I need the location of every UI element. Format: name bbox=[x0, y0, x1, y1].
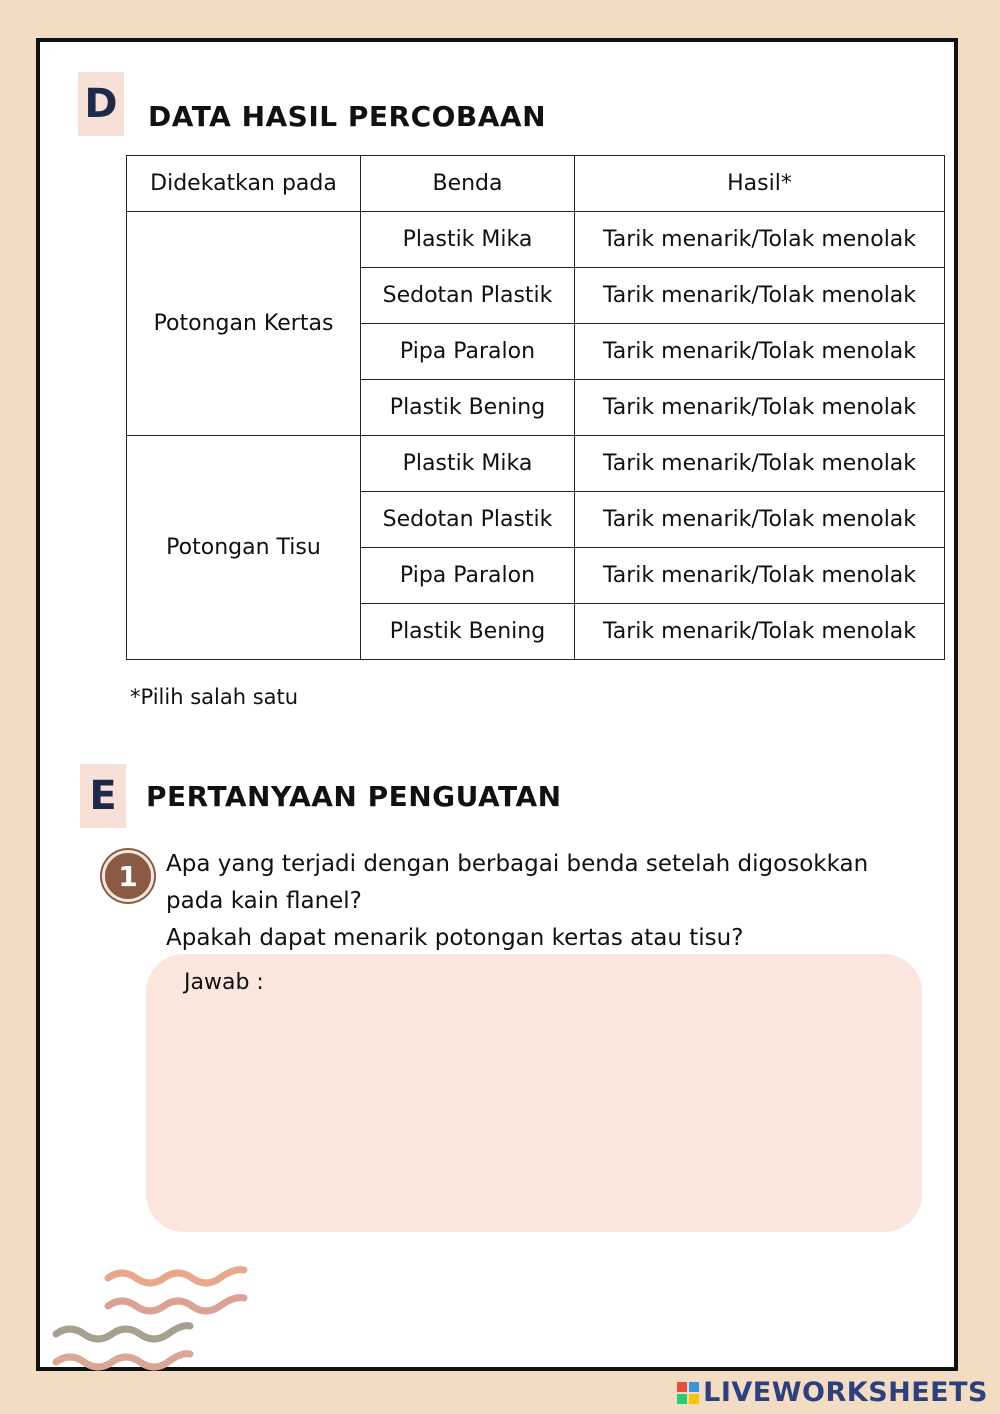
table-header-cell: Benda bbox=[361, 156, 575, 212]
worksheet-page bbox=[36, 38, 958, 1371]
table-footnote: *Pilih salah satu bbox=[130, 685, 299, 709]
benda-cell: Plastik Mika bbox=[361, 212, 575, 268]
hasil-cell[interactable]: Tarik menarik/Tolak menolak bbox=[575, 380, 945, 436]
liveworksheets-brand bbox=[677, 1377, 988, 1408]
group-cell-tisu: Potongan Tisu bbox=[127, 436, 361, 660]
liveworksheets-logo-icon bbox=[677, 1382, 699, 1404]
wave-line bbox=[56, 1326, 190, 1339]
wave-line bbox=[108, 1270, 244, 1283]
question-line: Apakah dapat menarik potongan kertas atau tisu? bbox=[166, 925, 744, 951]
table-header-cell: Hasil* bbox=[575, 156, 945, 212]
section-e-title: PERTANYAAN PENGUATAN bbox=[146, 780, 562, 813]
wave-line bbox=[108, 1298, 244, 1311]
hasil-cell[interactable]: Tarik menarik/Tolak menolak bbox=[575, 492, 945, 548]
hasil-cell[interactable]: Tarik menarik/Tolak menolak bbox=[575, 268, 945, 324]
benda-cell: Plastik Bening bbox=[361, 380, 575, 436]
hasil-cell[interactable]: Tarik menarik/Tolak menolak bbox=[575, 548, 945, 604]
wave-decoration bbox=[50, 1256, 250, 1376]
hasil-cell[interactable]: Tarik menarik/Tolak menolak bbox=[575, 436, 945, 492]
section-d-title: DATA HASIL PERCOBAAN bbox=[148, 100, 547, 133]
benda-cell: Plastik Mika bbox=[361, 436, 575, 492]
hasil-cell[interactable]: Tarik menarik/Tolak menolak bbox=[575, 212, 945, 268]
answer-textbox[interactable] bbox=[146, 954, 922, 1232]
question-text bbox=[166, 846, 926, 957]
benda-cell: Pipa Paralon bbox=[361, 324, 575, 380]
question-number-badge: 1 bbox=[102, 850, 154, 902]
section-d-letter: D bbox=[78, 72, 124, 136]
benda-cell: Plastik Bening bbox=[361, 604, 575, 660]
group-cell-kertas: Potongan Kertas bbox=[127, 212, 361, 436]
table-header-cell: Didekatkan pada bbox=[127, 156, 361, 212]
benda-cell: Pipa Paralon bbox=[361, 548, 575, 604]
question-line: Apa yang terjadi dengan berbagai benda setelah digosokkan bbox=[166, 851, 869, 877]
benda-cell: Sedotan Plastik bbox=[361, 492, 575, 548]
answer-label: Jawab : bbox=[184, 970, 264, 995]
benda-cell: Sedotan Plastik bbox=[361, 268, 575, 324]
brand-text: LIVEWORKSHEETS bbox=[703, 1377, 988, 1408]
table-row bbox=[127, 212, 945, 268]
table-header-row bbox=[127, 156, 945, 212]
section-e-letter: E bbox=[80, 764, 126, 828]
question-line: pada kain flanel? bbox=[166, 888, 362, 914]
hasil-cell[interactable]: Tarik menarik/Tolak menolak bbox=[575, 324, 945, 380]
table-row bbox=[127, 436, 945, 492]
wave-line bbox=[56, 1354, 190, 1367]
hasil-cell[interactable]: Tarik menarik/Tolak menolak bbox=[575, 604, 945, 660]
results-table bbox=[126, 155, 945, 660]
